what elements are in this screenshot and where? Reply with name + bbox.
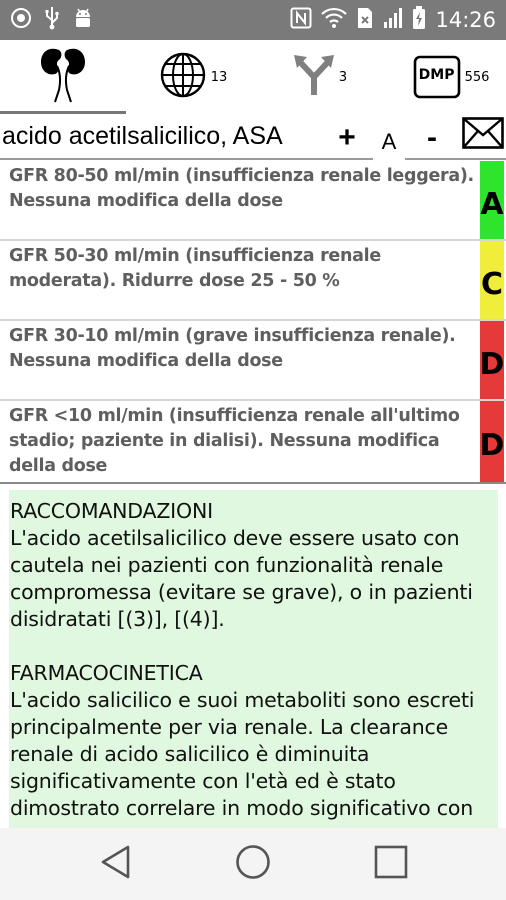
dose-row-text: GFR 80-50 ml/min (insufficienza renale leggera). Nessuna modifica della dose — [9, 166, 474, 211]
nfc-icon — [290, 7, 312, 34]
dose-row — [0, 321, 506, 401]
kidneys-icon — [37, 46, 89, 109]
recommendations-title: RACCOMANDAZIONI — [10, 499, 213, 523]
tab-interactions-count: 3 — [338, 69, 348, 85]
info-panel[interactable] — [9, 490, 498, 828]
wifi-icon — [321, 7, 347, 34]
dose-grade-badge — [480, 401, 504, 482]
back-icon — [100, 845, 132, 884]
home-icon — [235, 844, 271, 885]
dose-adjustment-list — [0, 161, 506, 484]
mail-button[interactable] — [462, 118, 504, 152]
increase-font-button[interactable]: + — [331, 120, 363, 156]
status-left-icons — [10, 0, 94, 40]
tab-globe-count: 13 — [210, 69, 228, 85]
fork-arrow-icon — [293, 53, 335, 102]
font-size-label[interactable]: A — [373, 124, 405, 160]
dose-row-text: GFR <10 ml/min (insufficienza renale all'ultimo stadio; paziente in dialisi). Nessuna modifica della dose — [9, 406, 460, 476]
drug-header — [0, 118, 506, 160]
drug-name: acido acetilsalicilico, ASA — [2, 122, 283, 150]
dose-grade-badge — [480, 161, 504, 239]
dmp-icon-label: DMP — [418, 67, 455, 83]
dose-row — [0, 241, 506, 321]
tab-globe[interactable] — [138, 40, 248, 114]
tab-bar — [0, 40, 506, 114]
sim-icon — [356, 6, 374, 35]
dose-row-text: GFR 30-10 ml/min (grave insufficienza renale). Nessuna modifica della dose — [9, 326, 456, 371]
pharmacokinetics-title: FARMACOCINETICA — [10, 661, 203, 685]
signal-icon — [383, 7, 403, 34]
recents-button[interactable] — [369, 842, 413, 886]
mail-icon — [462, 117, 504, 154]
pharmacokinetics-text: L'acido salicilico e suoi metaboliti sono escreti principalmente per via renale. La clearance renale di acido salicilico è diminuita significativamente con l'età ed è stato dimostrato correlare in modo significativo con — [10, 688, 475, 820]
decrease-font-button[interactable]: - — [416, 120, 448, 156]
dmp-icon — [413, 55, 461, 99]
target-icon — [10, 7, 32, 34]
dose-row — [0, 401, 506, 484]
recommendations-text: L'acido acetilsalicilico deve essere usato con cautela nei pazienti con funzionalità renale compromessa (evitare se grave), o in pazienti disidratati [(3)], [(4)]. — [10, 526, 473, 631]
globe-icon — [159, 51, 207, 104]
navigation-bar — [0, 828, 506, 900]
recents-icon — [374, 845, 408, 884]
dose-grade-letter: D — [479, 428, 505, 463]
dose-row — [0, 161, 506, 241]
dose-grade-letter: A — [480, 186, 504, 222]
back-button[interactable] — [94, 842, 138, 886]
tab-kidneys[interactable] — [0, 40, 126, 114]
dose-grade-letter: D — [479, 346, 505, 382]
status-time: 14:26 — [435, 8, 496, 32]
dose-grade-letter: C — [480, 266, 504, 302]
tab-selected-indicator — [0, 111, 126, 114]
status-right-icons — [290, 0, 496, 40]
tab-interactions[interactable] — [280, 40, 360, 114]
usb-icon — [44, 6, 60, 35]
dose-grade-badge — [480, 241, 504, 319]
status-bar — [0, 0, 506, 40]
battery-icon — [412, 6, 426, 35]
android-icon — [72, 7, 94, 34]
tab-dmp[interactable] — [396, 40, 506, 114]
home-button[interactable] — [231, 842, 275, 886]
dose-grade-badge — [480, 321, 504, 399]
tab-dmp-count: 556 — [464, 69, 490, 85]
dose-row-text: GFR 50-30 ml/min (insufficienza renale moderata). Ridurre dose 25 - 50 % — [9, 246, 381, 291]
